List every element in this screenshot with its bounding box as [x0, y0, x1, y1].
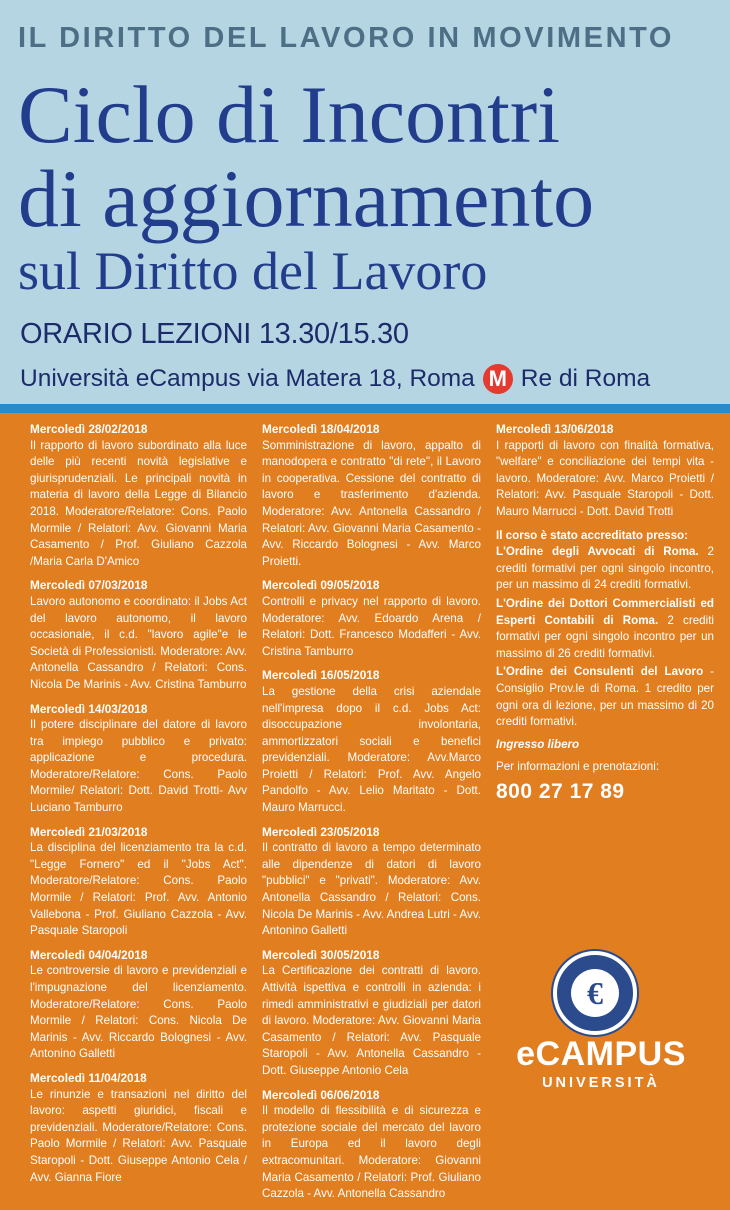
- event-date: Mercoledì 04/04/2018: [30, 947, 148, 962]
- event-item: [262, 1087, 481, 1203]
- entry-note: Ingresso libero: [496, 737, 580, 751]
- column-1: [30, 421, 247, 1193]
- accredited-detail: 2 crediti formativi per ogni singolo incontro per un massimo di 26 crediti formativi.: [496, 613, 714, 660]
- event-text: Il contratto di lavoro a tempo determinato alle dipendenze di datori di lavoro "pubblici" e "privati". Moderatore: Avv. Antonella Cassandro / Relatori: Cons. Nicola De Marinis - Avv. Andrea Lutri - Avv. Antonino Galletti: [262, 841, 481, 938]
- accredited-org: L'Ordine dei Dottori Commercialisti ed Esperti Contabili di Roma.: [496, 596, 714, 627]
- kicker: IL DIRITTO DEL LAVORO IN MOVIMENTO: [18, 22, 675, 54]
- event-item: [30, 824, 247, 940]
- event-date: Mercoledì 21/03/2018: [30, 824, 148, 839]
- seal-icon: €: [553, 951, 637, 1035]
- accredited-org: L'Ordine degli Avvocati di Roma.: [496, 545, 699, 559]
- event-date: Mercoledì 30/05/2018: [262, 947, 380, 962]
- title-line-3: sul Diritto del Lavoro: [18, 241, 488, 301]
- ecampus-logo: [498, 951, 704, 1101]
- venue-address: Università eCampus via Matera 18, Roma: [20, 365, 475, 392]
- accredited-detail: - Consiglio Prov.le di Roma. 1 credito per ogni ora di lezione, per un massimo di 20 crediti formativi.: [496, 665, 714, 729]
- event-text: Le controversie di lavoro e previdenziali e l'impugnazione del licenziamento. Moderatore/Relatore: Cons. Paolo Mormile / Relatori: Cons. Nicola De Marinis - Avv. Riccardo Bolognesi - Avv. Antonino Galletti: [30, 964, 247, 1061]
- phone-number[interactable]: 800 27 17 89: [496, 779, 625, 803]
- event-item: [30, 421, 247, 570]
- venue: [20, 364, 650, 394]
- event-date: Mercoledì 09/05/2018: [262, 578, 380, 593]
- event-date: Mercoledì 28/02/2018: [30, 422, 148, 436]
- accredited-item: [496, 596, 714, 662]
- event-date: Mercoledì 13/06/2018: [496, 422, 614, 436]
- event-item: [30, 1070, 247, 1186]
- event-text: Le rinunzie e transazioni nel diritto del lavoro: aspetti giuridici, fiscali e previdenziali. Moderatore/Relatore: Cons. Paolo Mormile / Relatori: Avv. Pasquale Staropoli - Dott. Giuseppe Antonio Cela / Avv. Gianna Fiore: [30, 1087, 247, 1184]
- event-text: La Certificazione dei contratti di lavoro. Attività ispettiva e controlli in azienda: i rimedi amministrativi e giudiziali per datori di lavoro. Moderatore: Avv. Giovanni Maria Casamento / Relatori: Avv. Pasquale Staropoli - Avv. Antonella Cassandro - Dott. Giuseppe Antonio Cela: [262, 964, 481, 1077]
- event-item: [262, 577, 481, 660]
- event-item: [262, 667, 481, 816]
- logo-sub: UNIVERSITÀ: [542, 1075, 660, 1091]
- divider-bar: [0, 404, 730, 413]
- event-item: [496, 421, 714, 521]
- event-date: Mercoledì 14/03/2018: [30, 701, 148, 716]
- event-text: La disciplina del licenziamento tra la c.d. "Legge Fornero" ed il "Jobs Act". Moderatore/Relatore: Cons. Paolo Mormile / Relatori: Prof. Avv. Antonio Vallebona - Prof. Giuliano Cazzola - Avv. Pasquale Staropoli: [30, 841, 247, 938]
- event-item: [30, 701, 247, 817]
- column-3: [496, 421, 715, 803]
- event-item: [262, 824, 481, 940]
- event-text: Controlli e privacy nel rapporto di lavoro. Moderatore: Avv. Edoardo Arena / Relatori: Dott. Francesco Modafferi - Avv. Cristina Tamburro: [262, 594, 481, 658]
- event-item: [262, 947, 481, 1080]
- accredited-item: [496, 664, 714, 730]
- event-date: Mercoledì 16/05/2018: [262, 668, 380, 683]
- event-text: Somministrazione di lavoro, appalto di manodopera e contratto "di rete", il Lavoro in cooperativa. Cessione del contratto di lavoro e trasferimento d'azienda. Moderatore: Avv. Antonella Cassandro / Relatori: Avv. Giovanni Maria Casamento - Avv. Riccardo Bolognesi - Avv. Marco Proietti.: [262, 438, 481, 568]
- column-2: [262, 421, 481, 1210]
- accredited-org: L'Ordine dei Consulenti del Lavoro: [496, 665, 704, 679]
- title-line-1: Ciclo di Incontri: [18, 69, 561, 160]
- event-text: Il modello di flessibilità e di sicurezza e protezione sociale del mercato del lavoro in Europa ed il lavoro degli extracomunitari. Moderatore: Giovanni Maria Casamento / Relatori: Prof. Giuliano Cazzola - Avv. Antonella Cassandro: [262, 1104, 481, 1201]
- event-date: Mercoledì 07/03/2018: [30, 578, 148, 593]
- event-text: I rapporti di lavoro con finalità formativa, "welfare" e conciliazione dei tempi vita - lavoro. Moderatore: Avv. Marco Proietti / Relatori: Avv. Pasquale Staropoli - Dott. Mauro Marrucci - Dott. David Trotti: [496, 438, 714, 518]
- accredited-title: Il corso è stato accreditato presso:: [496, 528, 689, 542]
- lesson-hours: ORARIO LEZIONI 13.30/15.30: [20, 318, 409, 350]
- event-date: Mercoledì 06/06/2018: [262, 1087, 380, 1102]
- event-text: Il potere disciplinare del datore di lavoro tra impiego pubblico e privato: applicazione e procedura. Moderatore/Relatore: Cons. Paolo Mormile/ Relatori: Dott. David Trotti- Avv Luciano Tamburro: [30, 718, 247, 815]
- event-text: Lavoro autonomo e coordinato: il Jobs Act del lavoro autonomo, il lavoro occasionale, il c.d. "lavoro agile"e le Società di Professionisti. Moderatore: Avv. Antonella Cassandro / Relatori: Cons. Nicola De Marinis - Avv. Cristina Tamburro: [30, 594, 247, 691]
- metro-stop: Re di Roma: [520, 365, 651, 392]
- event-date: Mercoledì 18/04/2018: [262, 422, 380, 436]
- accredited-item: [496, 544, 714, 594]
- event-text: Il rapporto di lavoro subordinato alla luce delle più recenti novità legislative e giurisprudenziali. Le principali novità in materia di lavoro della Legge di Bilancio 2018. Moderatore/Relatore: Cons. Paolo Mormile / Relatori: Avv. Giovanni Maria Casamento / Prof. Giuliano Cazzola /Maria Carla D'Amico: [30, 438, 247, 568]
- event-item: [30, 947, 247, 1063]
- event-item: [262, 421, 481, 570]
- metro-icon: M: [483, 364, 513, 394]
- event-item: [30, 577, 247, 693]
- title-line-2: di aggiornamento: [18, 153, 595, 244]
- event-date: Mercoledì 11/04/2018: [30, 1070, 147, 1085]
- accredited-list: [496, 544, 714, 731]
- accredited-detail: 2 crediti formativi per ogni singolo incontro, per un massimo di 24 crediti formativi.: [496, 545, 715, 592]
- info-label: Per informazioni e prenotazioni:: [496, 760, 660, 774]
- logo-brand: eCAMPUS: [516, 1035, 686, 1073]
- event-text: La gestione della crisi aziendale nell'impresa dopo il c.d. Jobs Act: disoccupazione involontaria, ammortizzatori sociali e benefici previdenziali. Moderatore: Avv.Marco Proietti / Relatori: Prof. Avv. Angelo Pandolfo - Avv. Lelio Maritato - Dott. Mauro Marrucci.: [262, 684, 481, 815]
- event-date: Mercoledì 23/05/2018: [262, 824, 380, 839]
